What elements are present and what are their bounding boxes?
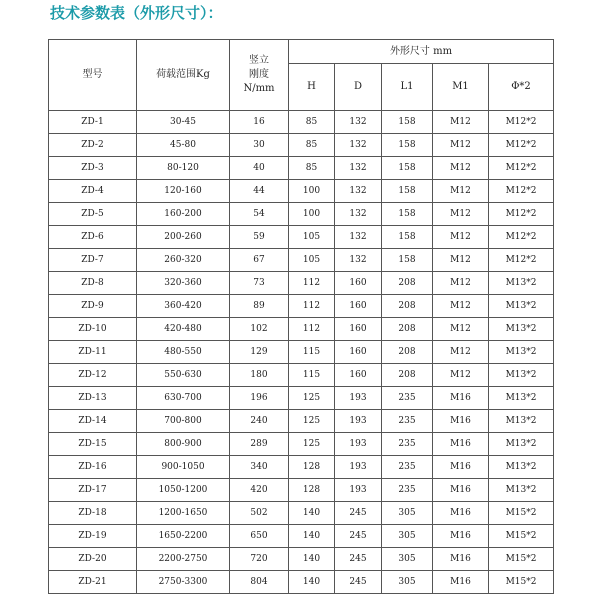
table-row	[49, 387, 554, 410]
cell-d: 245	[335, 525, 382, 548]
cell-d: 160	[335, 272, 382, 295]
cell-d: 132	[335, 180, 382, 203]
cell-phi: M13*2	[489, 295, 554, 318]
cell-h: 105	[289, 249, 335, 272]
cell-load-range: 420-480	[137, 318, 230, 341]
cell-m1: M16	[433, 433, 489, 456]
cell-phi: M13*2	[489, 410, 554, 433]
cell-m1: M12	[433, 111, 489, 134]
table-row	[49, 364, 554, 387]
cell-model: ZD-12	[49, 364, 137, 387]
cell-load-range: 120-160	[137, 180, 230, 203]
table-row	[49, 318, 554, 341]
cell-model: ZD-5	[49, 203, 137, 226]
cell-h: 140	[289, 548, 335, 571]
cell-l1: 235	[382, 410, 433, 433]
table-row	[49, 548, 554, 571]
cell-model: ZD-7	[49, 249, 137, 272]
cell-m1: M12	[433, 203, 489, 226]
cell-h: 140	[289, 525, 335, 548]
table-row	[49, 249, 554, 272]
cell-d: 160	[335, 341, 382, 364]
cell-h: 140	[289, 571, 335, 594]
table-row	[49, 502, 554, 525]
cell-model: ZD-20	[49, 548, 137, 571]
cell-m1: M12	[433, 364, 489, 387]
cell-stiffness: 102	[230, 318, 289, 341]
cell-m1: M16	[433, 502, 489, 525]
cell-h: 100	[289, 203, 335, 226]
cell-d: 160	[335, 364, 382, 387]
cell-m1: M16	[433, 479, 489, 502]
cell-l1: 158	[382, 249, 433, 272]
cell-l1: 305	[382, 548, 433, 571]
cell-d: 132	[335, 249, 382, 272]
header-stiffness	[230, 40, 289, 111]
cell-l1: 235	[382, 433, 433, 456]
cell-phi: M12*2	[489, 180, 554, 203]
cell-load-range: 2750-3300	[137, 571, 230, 594]
cell-load-range: 160-200	[137, 203, 230, 226]
cell-stiffness: 30	[230, 134, 289, 157]
table-body	[49, 111, 554, 594]
cell-l1: 158	[382, 157, 433, 180]
cell-h: 85	[289, 134, 335, 157]
cell-d: 193	[335, 410, 382, 433]
cell-d: 132	[335, 134, 382, 157]
cell-phi: M12*2	[489, 157, 554, 180]
header-m1: M1	[433, 64, 489, 111]
header-d: D	[335, 64, 382, 111]
table-row	[49, 134, 554, 157]
cell-model: ZD-17	[49, 479, 137, 502]
cell-model: ZD-2	[49, 134, 137, 157]
cell-h: 140	[289, 502, 335, 525]
cell-stiffness: 420	[230, 479, 289, 502]
cell-m1: M16	[433, 410, 489, 433]
table-row	[49, 410, 554, 433]
header-load-range: 荷载范围Kg	[137, 40, 230, 111]
cell-phi: M12*2	[489, 226, 554, 249]
cell-load-range: 800-900	[137, 433, 230, 456]
cell-stiffness: 40	[230, 157, 289, 180]
cell-d: 132	[335, 111, 382, 134]
table-row	[49, 525, 554, 548]
cell-m1: M12	[433, 180, 489, 203]
cell-model: ZD-8	[49, 272, 137, 295]
table-row	[49, 295, 554, 318]
cell-phi: M13*2	[489, 272, 554, 295]
table-row	[49, 111, 554, 134]
cell-m1: M16	[433, 525, 489, 548]
cell-model: ZD-9	[49, 295, 137, 318]
cell-h: 125	[289, 433, 335, 456]
cell-h: 105	[289, 226, 335, 249]
cell-l1: 158	[382, 134, 433, 157]
cell-model: ZD-6	[49, 226, 137, 249]
cell-d: 245	[335, 571, 382, 594]
cell-phi: M12*2	[489, 111, 554, 134]
cell-h: 128	[289, 479, 335, 502]
cell-phi: M15*2	[489, 502, 554, 525]
table-row	[49, 456, 554, 479]
cell-stiffness: 650	[230, 525, 289, 548]
cell-l1: 235	[382, 387, 433, 410]
cell-l1: 158	[382, 180, 433, 203]
cell-h: 112	[289, 272, 335, 295]
cell-phi: M12*2	[489, 134, 554, 157]
cell-phi: M12*2	[489, 203, 554, 226]
cell-stiffness: 16	[230, 111, 289, 134]
cell-l1: 305	[382, 525, 433, 548]
cell-phi: M12*2	[489, 249, 554, 272]
cell-m1: M12	[433, 272, 489, 295]
cell-model: ZD-14	[49, 410, 137, 433]
cell-load-range: 1650-2200	[137, 525, 230, 548]
cell-phi: M13*2	[489, 387, 554, 410]
cell-h: 115	[289, 364, 335, 387]
header-h: H	[289, 64, 335, 111]
cell-load-range: 320-360	[137, 272, 230, 295]
cell-h: 85	[289, 157, 335, 180]
cell-load-range: 30-45	[137, 111, 230, 134]
cell-phi: M13*2	[489, 479, 554, 502]
cell-load-range: 700-800	[137, 410, 230, 433]
cell-h: 128	[289, 456, 335, 479]
cell-phi: M15*2	[489, 525, 554, 548]
cell-phi: M13*2	[489, 456, 554, 479]
table-row	[49, 479, 554, 502]
cell-phi: M15*2	[489, 571, 554, 594]
cell-l1: 235	[382, 479, 433, 502]
cell-stiffness: 44	[230, 180, 289, 203]
cell-l1: 208	[382, 341, 433, 364]
cell-stiffness: 129	[230, 341, 289, 364]
cell-phi: M15*2	[489, 548, 554, 571]
cell-d: 193	[335, 387, 382, 410]
cell-m1: M12	[433, 249, 489, 272]
cell-stiffness: 340	[230, 456, 289, 479]
table-header	[49, 40, 554, 111]
cell-stiffness: 180	[230, 364, 289, 387]
cell-stiffness: 804	[230, 571, 289, 594]
cell-stiffness: 196	[230, 387, 289, 410]
cell-l1: 208	[382, 318, 433, 341]
table-row	[49, 341, 554, 364]
cell-l1: 208	[382, 272, 433, 295]
cell-model: ZD-4	[49, 180, 137, 203]
cell-model: ZD-15	[49, 433, 137, 456]
cell-model: ZD-11	[49, 341, 137, 364]
header-stiffness-line2: 刚度	[249, 69, 269, 80]
cell-d: 245	[335, 502, 382, 525]
cell-model: ZD-13	[49, 387, 137, 410]
cell-d: 132	[335, 203, 382, 226]
table-row	[49, 203, 554, 226]
cell-m1: M12	[433, 134, 489, 157]
table-row	[49, 433, 554, 456]
cell-stiffness: 67	[230, 249, 289, 272]
cell-stiffness: 73	[230, 272, 289, 295]
cell-d: 160	[335, 295, 382, 318]
header-dimensions: 外形尺寸 mm	[289, 40, 554, 64]
cell-m1: M16	[433, 548, 489, 571]
cell-m1: M12	[433, 157, 489, 180]
cell-stiffness: 240	[230, 410, 289, 433]
table-row	[49, 180, 554, 203]
cell-load-range: 45-80	[137, 134, 230, 157]
cell-m1: M16	[433, 456, 489, 479]
cell-load-range: 630-700	[137, 387, 230, 410]
cell-d: 245	[335, 548, 382, 571]
cell-l1: 158	[382, 111, 433, 134]
cell-l1: 158	[382, 226, 433, 249]
cell-stiffness: 54	[230, 203, 289, 226]
cell-m1: M16	[433, 387, 489, 410]
cell-h: 112	[289, 318, 335, 341]
cell-load-range: 900-1050	[137, 456, 230, 479]
table-row	[49, 571, 554, 594]
cell-load-range: 1200-1650	[137, 502, 230, 525]
cell-l1: 208	[382, 364, 433, 387]
cell-m1: M12	[433, 226, 489, 249]
cell-model: ZD-3	[49, 157, 137, 180]
cell-model: ZD-1	[49, 111, 137, 134]
cell-stiffness: 289	[230, 433, 289, 456]
table-row	[49, 272, 554, 295]
cell-h: 100	[289, 180, 335, 203]
header-stiffness-unit: N/mm	[243, 83, 275, 94]
cell-h: 125	[289, 410, 335, 433]
page-title: 技术参数表（外形尺寸）：	[50, 4, 223, 22]
header-phi: Φ*2	[489, 64, 554, 111]
cell-phi: M13*2	[489, 433, 554, 456]
cell-load-range: 360-420	[137, 295, 230, 318]
cell-l1: 235	[382, 456, 433, 479]
cell-load-range: 480-550	[137, 341, 230, 364]
cell-l1: 305	[382, 571, 433, 594]
cell-load-range: 550-630	[137, 364, 230, 387]
cell-h: 125	[289, 387, 335, 410]
cell-m1: M12	[433, 318, 489, 341]
cell-load-range: 260-320	[137, 249, 230, 272]
cell-phi: M13*2	[489, 318, 554, 341]
cell-stiffness: 502	[230, 502, 289, 525]
table-row	[49, 157, 554, 180]
cell-model: ZD-18	[49, 502, 137, 525]
cell-stiffness: 89	[230, 295, 289, 318]
spec-table	[48, 39, 554, 594]
cell-l1: 158	[382, 203, 433, 226]
cell-stiffness: 720	[230, 548, 289, 571]
cell-m1: M16	[433, 571, 489, 594]
cell-phi: M13*2	[489, 341, 554, 364]
cell-h: 112	[289, 295, 335, 318]
cell-load-range: 2200-2750	[137, 548, 230, 571]
cell-h: 115	[289, 341, 335, 364]
cell-stiffness: 59	[230, 226, 289, 249]
cell-load-range: 1050-1200	[137, 479, 230, 502]
header-stiffness-line1: 竖立	[249, 55, 269, 66]
cell-h: 85	[289, 111, 335, 134]
header-model: 型号	[49, 40, 137, 111]
cell-model: ZD-16	[49, 456, 137, 479]
table-row	[49, 226, 554, 249]
cell-load-range: 200-260	[137, 226, 230, 249]
cell-d: 193	[335, 456, 382, 479]
cell-m1: M12	[433, 295, 489, 318]
cell-d: 193	[335, 479, 382, 502]
cell-model: ZD-21	[49, 571, 137, 594]
cell-model: ZD-19	[49, 525, 137, 548]
header-l1: L1	[382, 64, 433, 111]
cell-load-range: 80-120	[137, 157, 230, 180]
cell-model: ZD-10	[49, 318, 137, 341]
cell-d: 132	[335, 157, 382, 180]
cell-m1: M12	[433, 341, 489, 364]
cell-d: 193	[335, 433, 382, 456]
cell-phi: M13*2	[489, 364, 554, 387]
cell-l1: 305	[382, 502, 433, 525]
cell-d: 132	[335, 226, 382, 249]
cell-l1: 208	[382, 295, 433, 318]
cell-d: 160	[335, 318, 382, 341]
